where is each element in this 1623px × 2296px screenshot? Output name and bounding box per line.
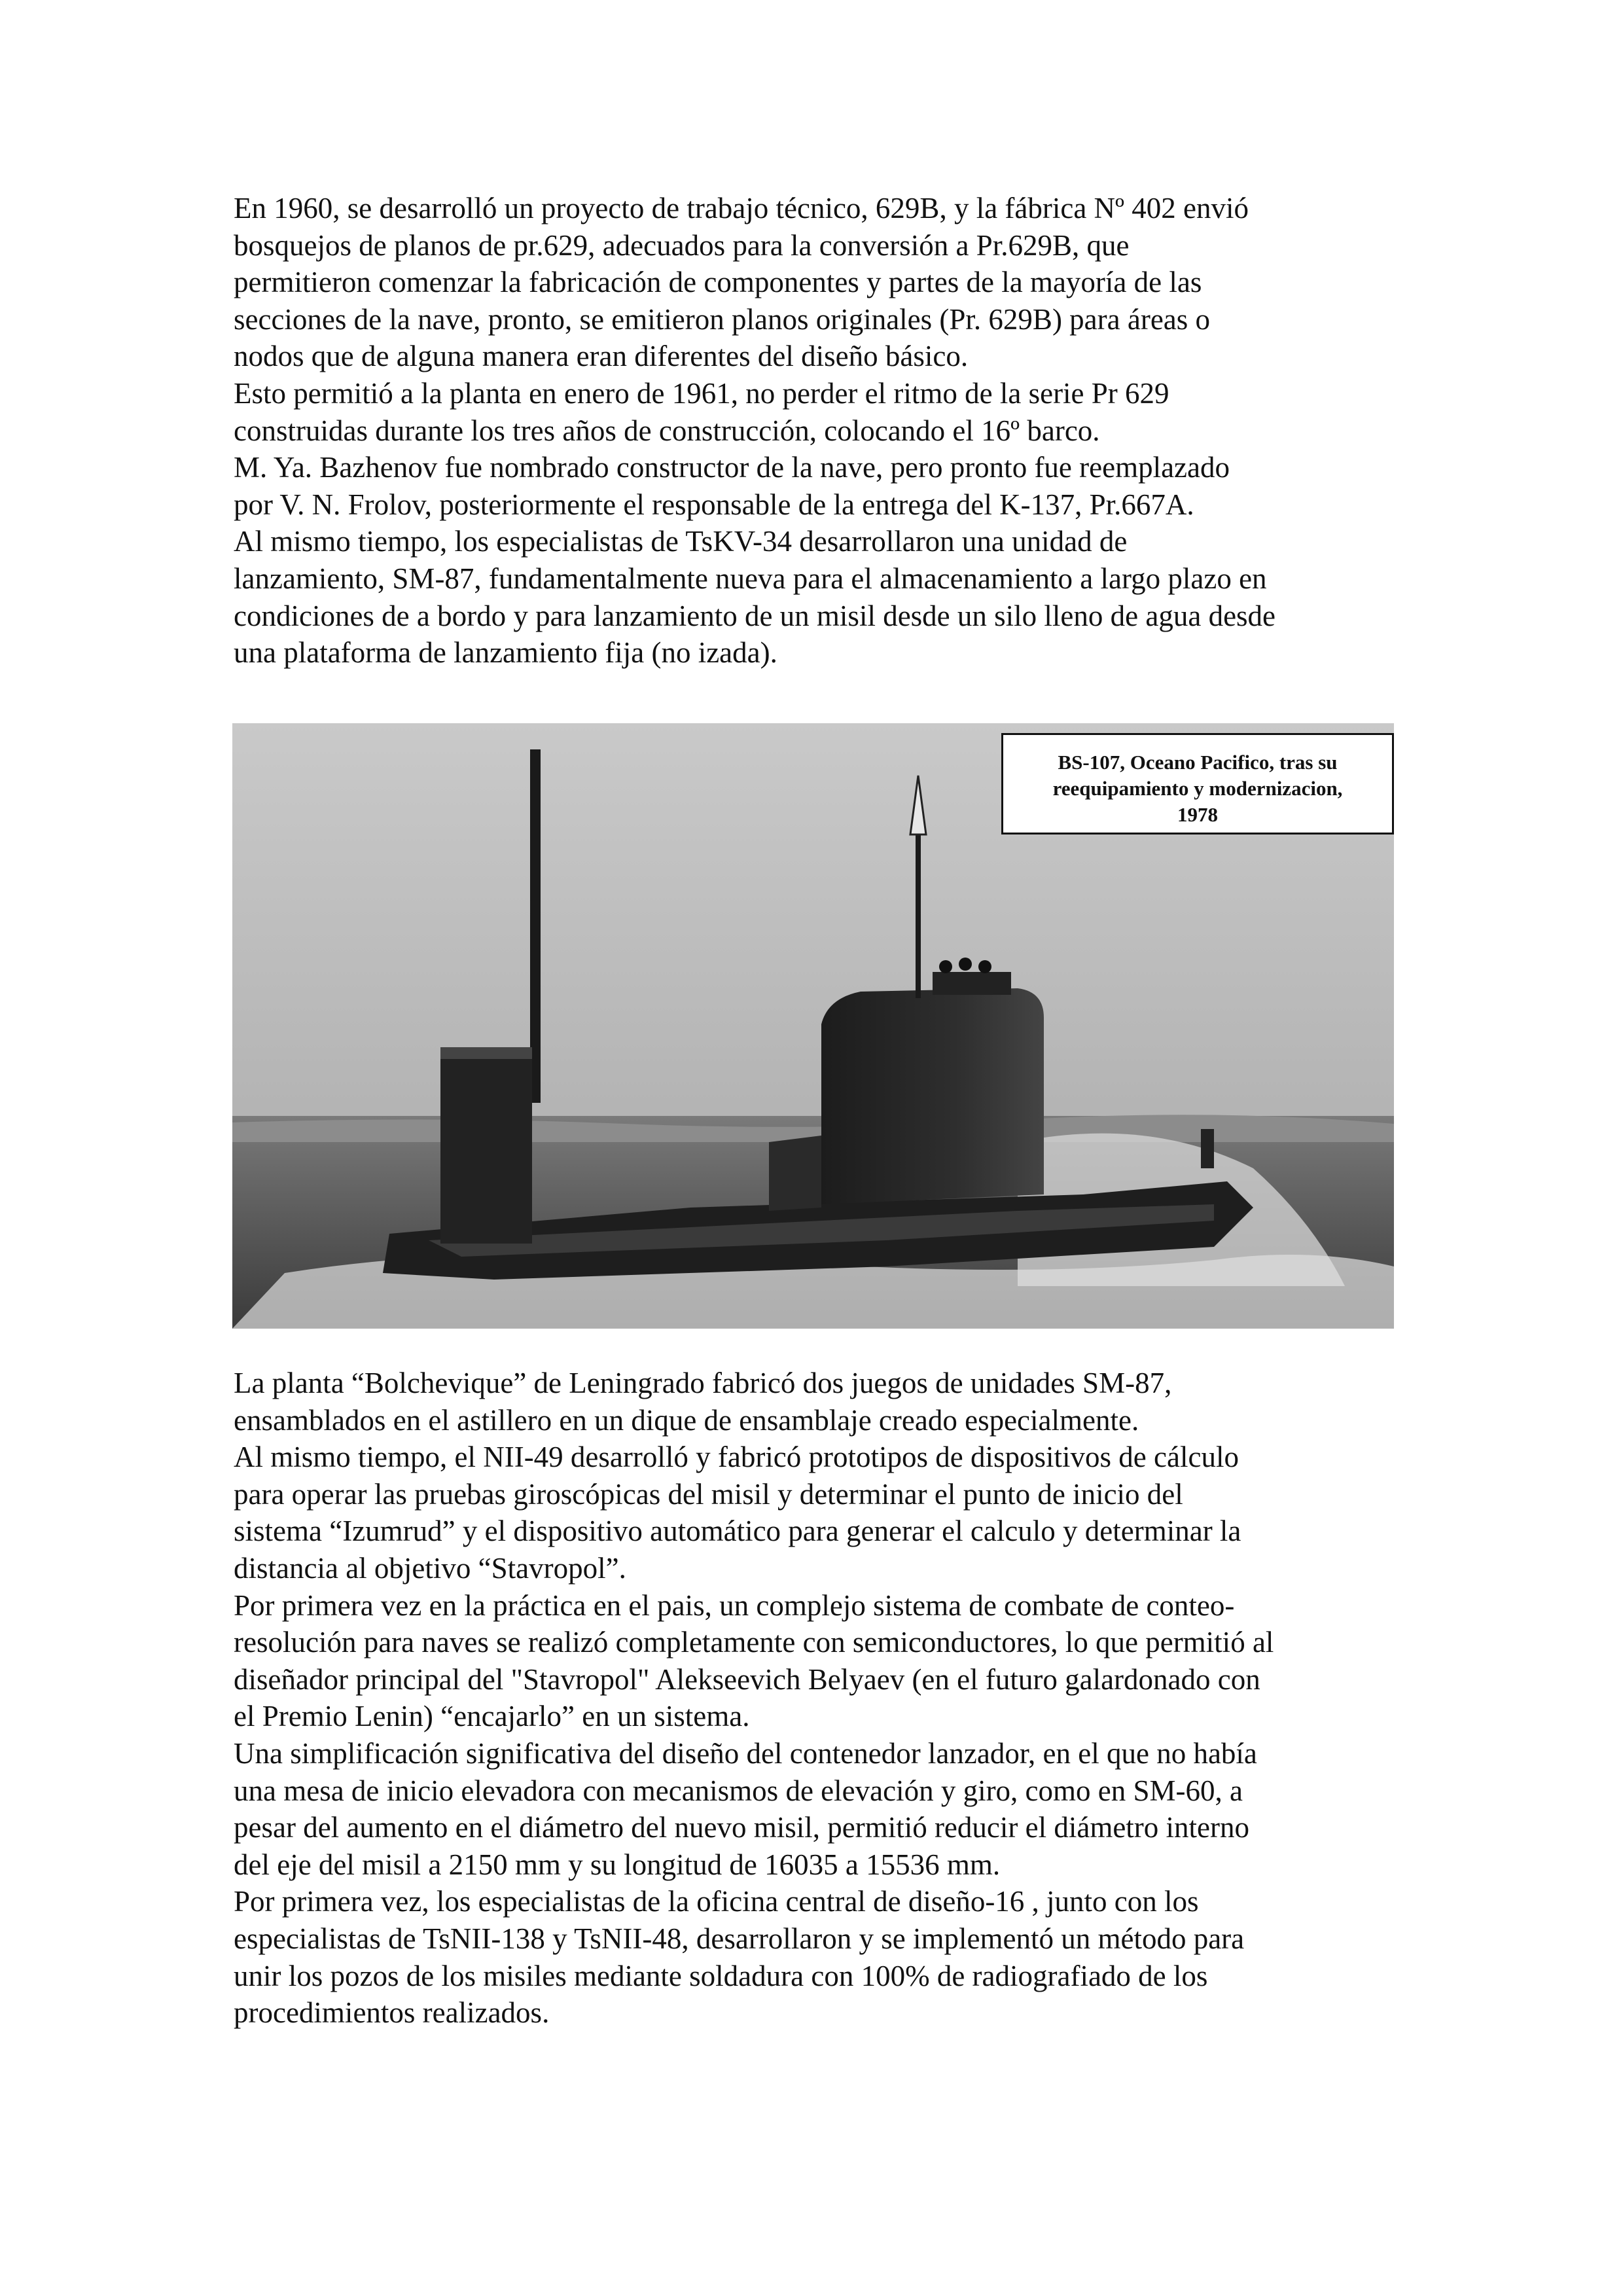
text-line: Una simplificación significativa del diseño del contenedor lanzador, en el que no había (234, 1736, 1257, 1770)
text-line: M. Ya. Bazhenov fue nombrado constructor de la nave, pero pronto fue reemplazado (234, 451, 1230, 484)
text-line: secciones de la nave, pronto, se emitieron planos originales (Pr. 629B) para áreas o (234, 302, 1211, 336)
text-line: En 1960, se desarrolló un proyecto de trabajo técnico, 629B, y la fábrica Nº 402 envió (234, 192, 1249, 224)
text-line: condiciones de a bordo y para lanzamiento de un misil desde un silo lleno de agua desde (234, 599, 1276, 632)
text-line: una plataforma de lanzamiento fija (no izada). (234, 636, 777, 670)
text-line: lanzamiento, SM-87, fundamentalmente nueva para el almacenamiento a largo plazo en (234, 562, 1267, 595)
text-line: una mesa de inicio elevadora con mecanismos de elevación y giro, como en SM-60, a (234, 1774, 1243, 1807)
text-line: Por primera vez en la práctica en el pais, un complejo sistema de combate de conteo- (234, 1588, 1235, 1622)
text-line: bosquejos de planos de pr.629, adecuados para la conversión a Pr.629B, que (234, 228, 1130, 262)
text-line: Por primera vez, los especialistas de la oficina central de diseño-16 , junto con los (234, 1885, 1199, 1918)
text-line: pesar del aumento en el diámetro del nuevo misil, permitió reducir el diámetro interno (234, 1811, 1249, 1844)
caption-line: 1978 (1177, 803, 1218, 826)
text-line: sistema “Izumrud” y el dispositivo automático para generar el calculo y determinar la (234, 1515, 1241, 1548)
text-line: Al mismo tiempo, el NII-49 desarrolló y fabricó prototipos de dispositivos de cálculo (234, 1441, 1239, 1474)
text-line: Esto permitió a la planta en enero de 1961, no perder el ritmo de la serie Pr 629 (234, 376, 1169, 410)
text-line: procedimientos realizados. (234, 1996, 550, 2030)
text-line: del eje del misil a 2150 mm y su longitud de 16035 a 15536 mm. (234, 1848, 1001, 1881)
caption-line: reequipamiento y modernizacion, (1052, 777, 1343, 800)
text-line: La planta “Bolchevique” de Leningrado fabricó dos juegos de unidades SM-87, (234, 1367, 1172, 1399)
text-line: resolución para naves se realizó completamente con semiconductores, lo que permitió al (234, 1626, 1274, 1659)
photo-caption (1001, 733, 1394, 834)
text-line: construidas durante los tres años de construcción, colocando el 16º barco. (234, 414, 1100, 447)
body-text-top (234, 190, 1412, 672)
text-line: unir los pozos de los misiles mediante soldadura con 100% de radiografiado de los (234, 1959, 1208, 1992)
caption-line: BS-107, Oceano Pacifico, tras su (1058, 751, 1338, 774)
text-line: permitieron comenzar la fabricación de componentes y partes de la mayoría de las (234, 266, 1202, 299)
text-line: especialistas de TsNII-138 y TsNII-48, desarrollaron y se implementó un método para (234, 1922, 1245, 1955)
text-line: diseñador principal del "Stavropol" Alekseevich Belyaev (en el futuro galardonado con (234, 1662, 1260, 1696)
text-line: por V. N. Frolov, posteriormente el responsable de la entrega del K-137, Pr.667A. (234, 488, 1194, 521)
text-line: Al mismo tiempo, los especialistas de TsKV-34 desarrollaron una unidad de (234, 525, 1128, 558)
text-line: nodos que de alguna manera eran diferentes del diseño básico. (234, 340, 969, 373)
text-line: el Premio Lenin) “encajarlo” en un sistema. (234, 1700, 750, 1733)
body-text-bottom (234, 1365, 1412, 2032)
text-line: distancia al objetivo “Stavropol”. (234, 1551, 626, 1585)
text-line: para operar las pruebas giroscópicas del misil y determinar el punto de inicio del (234, 1477, 1183, 1511)
text-line: ensamblados en el astillero en un dique de ensamblaje creado especialmente. (234, 1403, 1139, 1437)
